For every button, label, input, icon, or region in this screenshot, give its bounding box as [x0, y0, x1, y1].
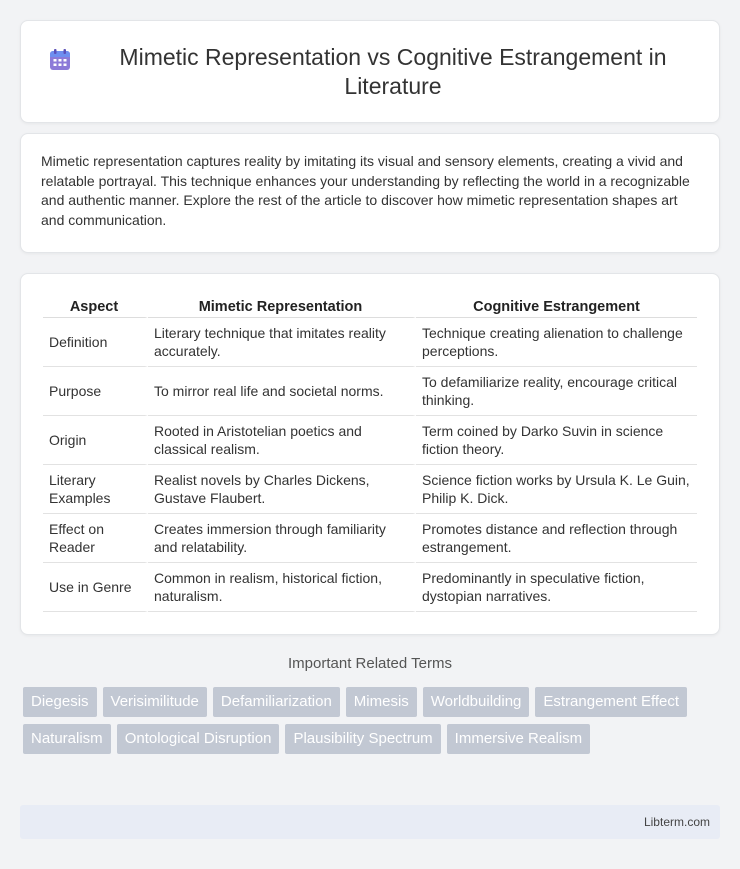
- row-aspect: Effect on Reader: [43, 514, 148, 563]
- comparison-card: [20, 273, 720, 635]
- table-header-row: [43, 294, 697, 318]
- title-wrap: [47, 43, 693, 101]
- row-aspect: Literary Examples: [43, 465, 148, 514]
- comparison-table: [43, 294, 697, 612]
- title-card: [20, 20, 720, 123]
- row-aspect: Use in Genre: [43, 563, 148, 612]
- tag-defamiliarization[interactable]: Defamiliarization: [213, 687, 340, 717]
- row-cognitive: To defamiliarize reality, encourage critical thinking.: [416, 367, 697, 416]
- row-cognitive: Predominantly in speculative fiction, dystopian narratives.: [416, 563, 697, 612]
- intro-card: [20, 133, 720, 253]
- calendar-icon: [47, 47, 73, 73]
- table-row: [43, 318, 697, 367]
- tag-worldbuilding[interactable]: Worldbuilding: [423, 687, 530, 717]
- row-aspect: Purpose: [43, 367, 148, 416]
- footer: [20, 805, 720, 839]
- intro-text: Mimetic representation captures reality by imitating its visual and sensory elements, creating a vivid and relatable portrayal. This technique enhances your understanding by reflecting the world in a recognizable and authentic manner. Explore the rest of the article to discover how mimetic representation shapes art and communication.: [41, 153, 690, 228]
- table-row: [43, 465, 697, 514]
- tag-naturalism[interactable]: Naturalism: [23, 724, 111, 754]
- header-mimetic: Mimetic Representation: [148, 294, 416, 318]
- tag-verisimilitude[interactable]: Verisimilitude: [103, 687, 207, 717]
- header-aspect: Aspect: [43, 294, 148, 318]
- tag-immersive-realism[interactable]: Immersive Realism: [447, 724, 591, 754]
- row-mimetic: Rooted in Aristotelian poetics and classical realism.: [148, 416, 416, 465]
- row-cognitive: Technique creating alienation to challenge perceptions.: [416, 318, 697, 367]
- footer-site[interactable]: Libterm.com: [643, 815, 710, 829]
- row-mimetic: Creates immersion through familiarity and relatability.: [148, 514, 416, 563]
- related-terms-tags: [23, 687, 723, 761]
- tag-mimesis[interactable]: Mimesis: [346, 687, 417, 717]
- table-row: [43, 367, 697, 416]
- table-row: [43, 563, 697, 612]
- related-terms-heading: Important Related Terms: [288, 655, 452, 672]
- row-aspect: Definition: [43, 318, 148, 367]
- row-cognitive: Term coined by Darko Suvin in science fiction theory.: [416, 416, 697, 465]
- row-mimetic: Literary technique that imitates reality accurately.: [148, 318, 416, 367]
- tag-ontological-disruption[interactable]: Ontological Disruption: [117, 724, 280, 754]
- header-cognitive: Cognitive Estrangement: [416, 294, 697, 318]
- page-title: Mimetic Representation vs Cognitive Estrangement in Literature: [119, 43, 667, 99]
- row-cognitive: Promotes distance and reflection through estrangement.: [416, 514, 697, 563]
- tag-estrangement-effect[interactable]: Estrangement Effect: [535, 687, 687, 717]
- table-row: [43, 416, 697, 465]
- tag-plausibility-spectrum[interactable]: Plausibility Spectrum: [285, 724, 440, 754]
- row-mimetic: To mirror real life and societal norms.: [148, 367, 416, 416]
- table-row: [43, 514, 697, 563]
- tag-diegesis[interactable]: Diegesis: [23, 687, 97, 717]
- row-aspect: Origin: [43, 416, 148, 465]
- row-mimetic: Realist novels by Charles Dickens, Gustave Flaubert.: [148, 465, 416, 514]
- row-mimetic: Common in realism, historical fiction, naturalism.: [148, 563, 416, 612]
- row-cognitive: Science fiction works by Ursula K. Le Guin, Philip K. Dick.: [416, 465, 697, 514]
